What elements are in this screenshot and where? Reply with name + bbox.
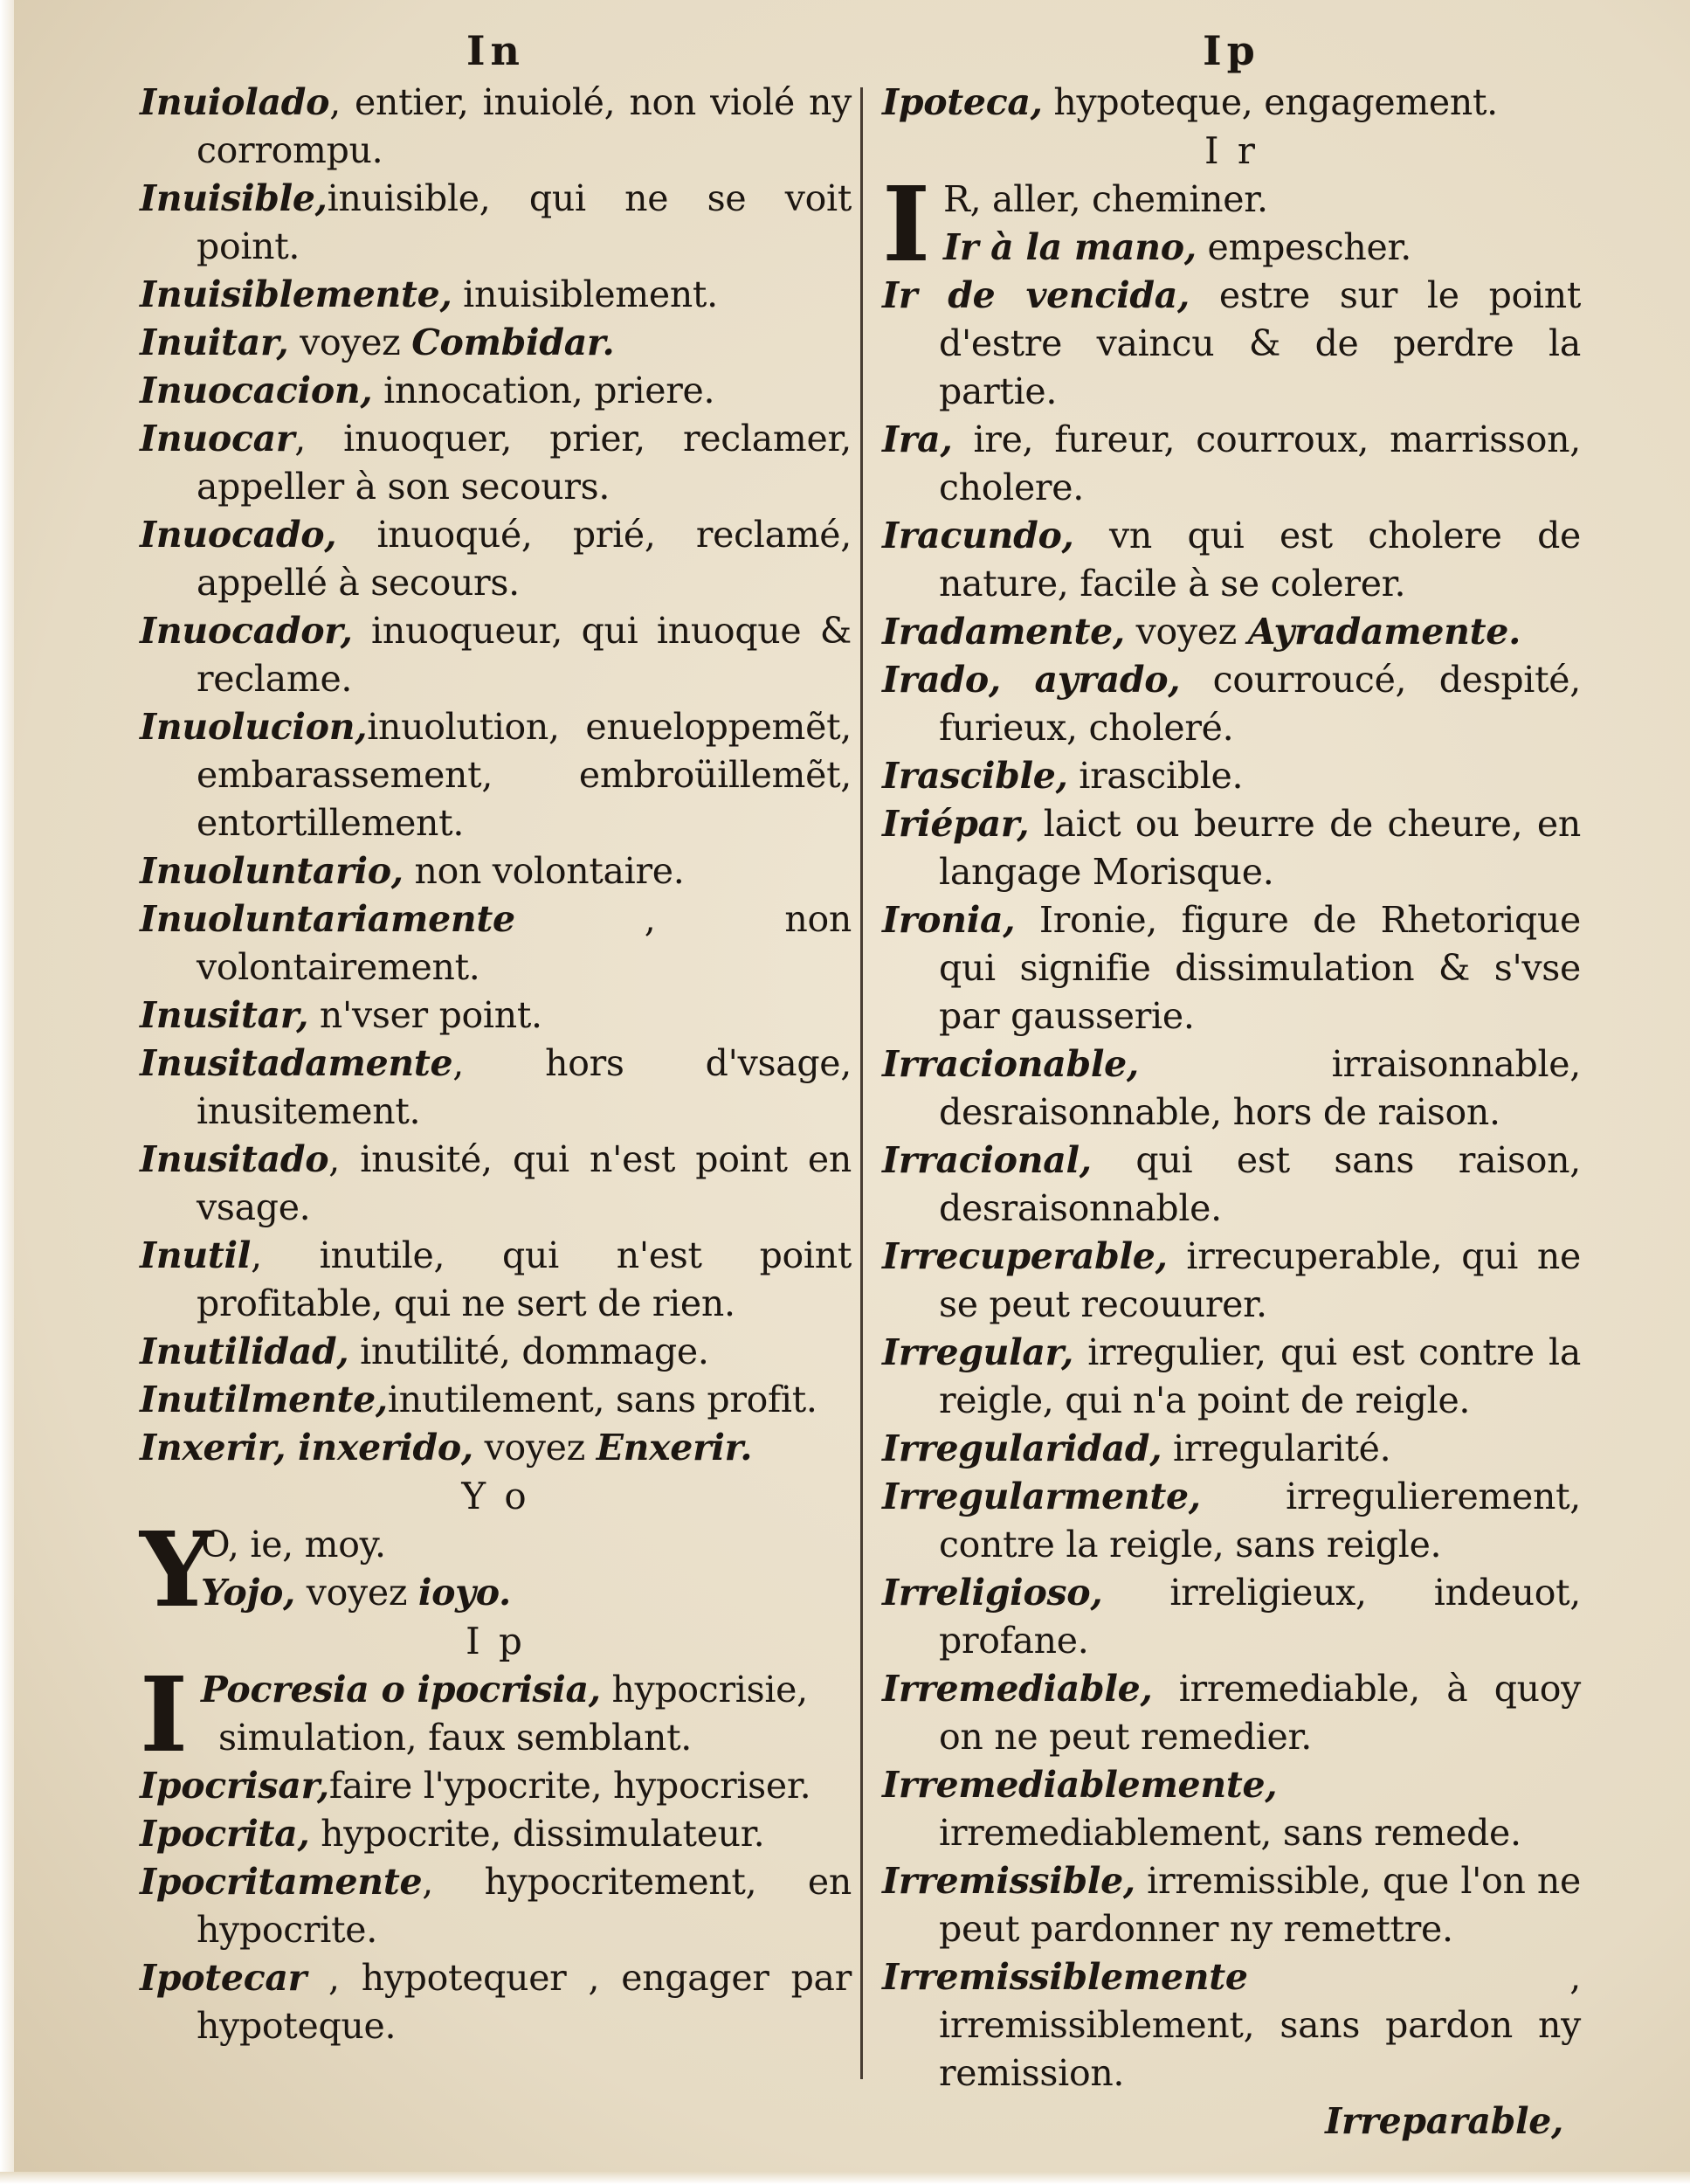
entry-irascible: Irascible, irascible. <box>882 755 1244 797</box>
entry-inutilmente: Inutilmente,inutilement, sans profit. <box>140 1379 817 1420</box>
entry-inuocado: Inuocado, inuoqué, prié, reclamé, appellé à secours. <box>140 514 852 604</box>
entry-irregularmente: Irregularmente, irregulierement, contre la reigle, sans reigle. <box>882 1476 1581 1565</box>
entry-iracundo: Iracundo, vn qui est cholere de nature, facile à se colerer. <box>882 515 1581 605</box>
entry-irado: Irado, ayrado, courroucé, despité, furieux, choleré. <box>882 659 1581 749</box>
entry-irracionable: Irracionable, irraisonnable, desraisonnable, hors de raison. <box>882 1043 1581 1133</box>
entry-yo: Y O, ie, moy. Yojo, voyez ioyo. <box>140 1521 852 1617</box>
entry-irremediable: Irremediable, irremediable, à quoy on ne peut remedier. <box>882 1668 1581 1758</box>
dropcap-i-ir: I <box>882 163 930 285</box>
catchword: Irreparable, <box>1325 2100 1563 2142</box>
entry-inuocar: Inuocar, inuoquer, prier, reclamer, appeller à son secours. <box>140 418 852 508</box>
entry-inuoluntario: Inuoluntario, non volontaire. <box>140 850 685 892</box>
right-column <box>882 24 1581 2149</box>
entry-irremediablemente: Irremediablemente, irremediablement, sans remede. <box>882 1764 1521 1854</box>
entry-inusitado: Inusitado, inusité, qui n'est point en vsage. <box>140 1138 852 1228</box>
entry-iradamente: Iradamente, voyez Ayradamente. <box>882 611 1521 653</box>
entry-ira: Ira, ire, fureur, courroux, marrisson, cholere. <box>882 418 1581 508</box>
entry-ipocritamente: Ipocritamente, hypocritement, en hypocrite. <box>140 1861 852 1951</box>
page-edge-left <box>0 0 14 2184</box>
entry-ipocrita: Ipocrita, hypocrite, dissimulateur. <box>140 1813 765 1855</box>
entry-inutilidad: Inutilidad, inutilité, dommage. <box>140 1330 709 1372</box>
entry-inuoluntariamente: Inuoluntariamente , non volontairement. <box>140 898 852 988</box>
entry-inuiolado: Inuiolado, entier, inuiolé, non violé ny corrompu. <box>140 81 852 171</box>
entry-ipocresia: I Pocresia o ipocrisia, hypocrisie, simulation, faux semblant. <box>140 1654 808 1775</box>
entry-inusitar: Inusitar, n'vser point. <box>140 994 542 1036</box>
entry-irrecuperable: Irrecuperable, irrecuperable, qui ne se peut recouurer. <box>882 1235 1581 1325</box>
right-running-head: Ip <box>1203 27 1260 74</box>
entry-inutil: Inutil, inutile, qui n'est point profitable, qui ne sert de rien. <box>140 1234 852 1324</box>
entry-irracional: Irracional, qui est sans raison, desraisonnable. <box>882 1139 1581 1229</box>
entry-irremissiblemente: Irremissiblemente , irremissiblement, sans pardon ny remission. <box>882 1956 1581 2094</box>
entry-yojo: Yojo, voyez ioyo. <box>201 1572 512 1614</box>
entry-ir-de-vencida: Ir de vencida, estre sur le point d'estre vaincu & de perdre la partie. <box>882 274 1582 412</box>
entry-ir-a-la-mano: Ir à la mano, empescher. <box>943 226 1411 268</box>
section-heading-ip: I p <box>466 1620 526 1662</box>
dropcap-i: I <box>140 1654 188 1775</box>
dropcap-y: Y <box>140 1509 213 1630</box>
entry-ipotecar: Ipotecar , hypotequer , engager par hypoteque. <box>140 1957 852 2047</box>
entry-inuisible: Inuisible,inuisible, qui ne se voit point. <box>140 177 852 267</box>
section-heading-ir: I r <box>1204 129 1259 172</box>
left-column <box>140 24 852 2149</box>
page-edge-bottom <box>0 2172 1690 2184</box>
entry-iriepar: Iriépar, laict ou beurre de cheure, en langage Morisque. <box>882 803 1581 893</box>
entry-irreligioso: Irreligioso, irreligieux, indeuot, profane. <box>882 1572 1581 1662</box>
entry-ipocrisar: Ipocrisar,faire l'ypocrite, hypocriser. <box>140 1765 811 1807</box>
entry-inuocador: Inuocador, inuoqueur, qui inuoque & reclame. <box>140 610 852 700</box>
entry-inuolucion: Inuolucion,inuolution, enueloppemẽt, embarassement, embroüillemẽt, entortillement. <box>140 706 852 844</box>
entry-inxerir: Inxerir, inxerido, voyez Enxerir. <box>140 1427 753 1469</box>
entry-irregularidad: Irregularidad, irregularité. <box>882 1427 1391 1469</box>
entry-ir: I R, aller, cheminer. Ir à la mano, empescher. <box>882 176 1581 272</box>
entry-irregular: Irregular, irregulier, qui est contre la reigle, qui n'a point de reigle. <box>882 1331 1581 1421</box>
entry-ipoteca: Ipoteca, hypoteque, engagement. <box>882 81 1498 123</box>
entry-ironia: Ironia, Ironie, figure de Rhetorique qui signifie dissimulation & s'vse par gausserie. <box>882 899 1581 1037</box>
column-rule <box>860 87 863 2079</box>
entry-inuisiblemente: Inuisiblemente, inuisiblement. <box>140 273 718 315</box>
entry-irremissible: Irremissible, irremissible, que l'on ne peut pardonner ny remettre. <box>882 1860 1581 1950</box>
entry-inusitadamente: Inusitadamente, hors d'vsage, inusitement. <box>140 1042 852 1132</box>
entry-inuocacion: Inuocacion, innocation, priere. <box>140 370 715 411</box>
entry-inuitar: Inuitar, voyez Combidar. <box>140 321 615 363</box>
section-heading-yo: Y o <box>461 1475 530 1517</box>
left-running-head: In <box>466 27 525 74</box>
